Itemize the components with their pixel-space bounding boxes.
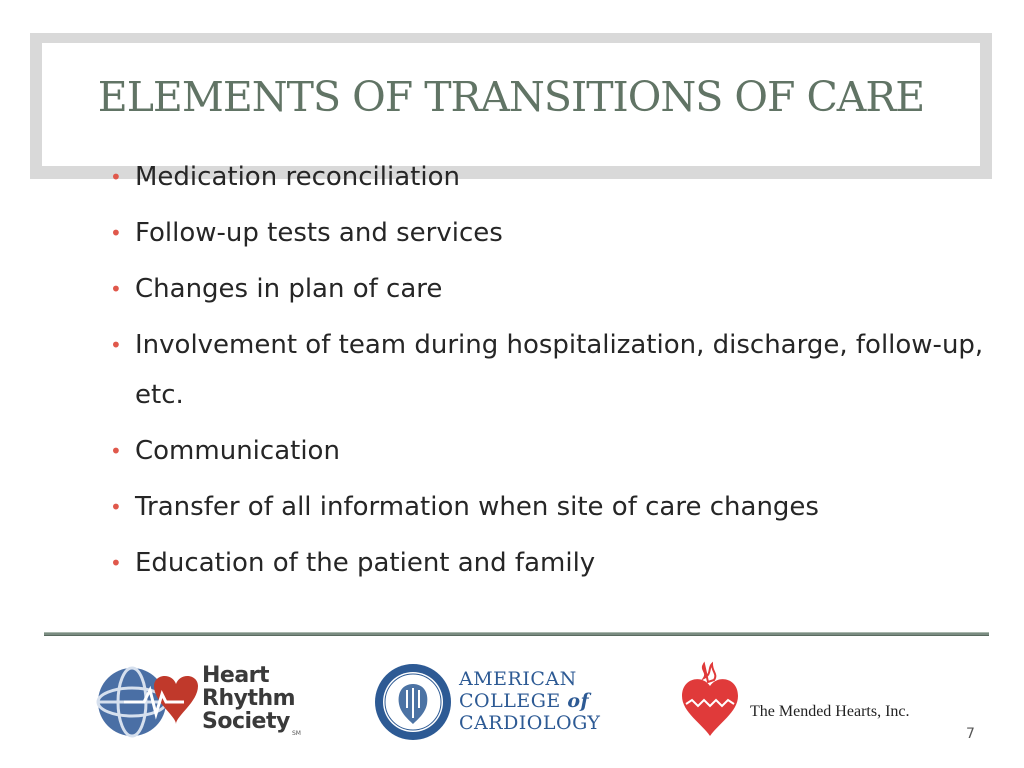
acc-line-1: AMERICAN <box>459 668 577 690</box>
acc-college: COLLEGE <box>459 690 568 712</box>
flaming-heart-icon <box>678 660 742 744</box>
acc-line-2 <box>459 690 600 712</box>
bullet-dot-icon: • <box>110 277 122 301</box>
bullet-text: Communication <box>135 436 340 466</box>
acc-seal-icon <box>373 660 453 744</box>
bullet-dot-icon: • <box>110 439 122 463</box>
bullet-item <box>110 538 990 588</box>
page-number: 7 <box>966 726 975 742</box>
bullet-list <box>110 152 990 594</box>
hrs-line-3: Society <box>202 709 290 734</box>
title-box <box>42 43 980 166</box>
bullet-dot-icon: • <box>110 495 122 519</box>
bullet-dot-icon: • <box>110 221 122 245</box>
mended-hearts-logo <box>678 660 948 744</box>
bullet-text: Education of the patient and family <box>135 548 596 578</box>
slide-title: ELEMENTS OF TRANSITIONS OF CARE <box>97 73 925 121</box>
bullet-dot-icon: • <box>110 551 122 575</box>
bullet-item <box>110 320 990 420</box>
bullet-item <box>110 208 990 258</box>
bullet-dot-icon: • <box>110 165 122 189</box>
hrs-line-2: Rhythm <box>202 686 296 711</box>
hrs-line-1: Heart <box>202 663 270 688</box>
bullet-item <box>110 426 990 476</box>
bullet-text: Follow-up tests and services <box>135 218 503 248</box>
footer-divider <box>44 632 989 636</box>
hrs-wordmark <box>202 664 295 733</box>
acc-line-3: CARDIOLOGY <box>459 712 601 734</box>
service-mark: SM <box>292 730 301 737</box>
bullet-item <box>110 264 990 314</box>
bullet-text: Medication reconciliation <box>135 162 460 192</box>
bullet-text: Changes in plan of care <box>135 274 443 304</box>
acc-of: of <box>567 690 590 712</box>
mended-hearts-name: The Mended Hearts, Inc. <box>750 703 910 720</box>
bullet-item <box>110 482 990 532</box>
bullet-dot-icon: • <box>110 333 122 357</box>
american-college-of-cardiology-logo <box>373 660 633 744</box>
globe-heart-icon <box>94 664 204 740</box>
bullet-item <box>110 152 990 202</box>
acc-wordmark <box>459 668 600 734</box>
bullet-text: Involvement of team during hospitalization, discharge, follow-up, etc. <box>135 330 984 410</box>
bullet-text: Transfer of all information when site of care changes <box>135 492 819 522</box>
heart-rhythm-society-logo <box>94 664 307 740</box>
